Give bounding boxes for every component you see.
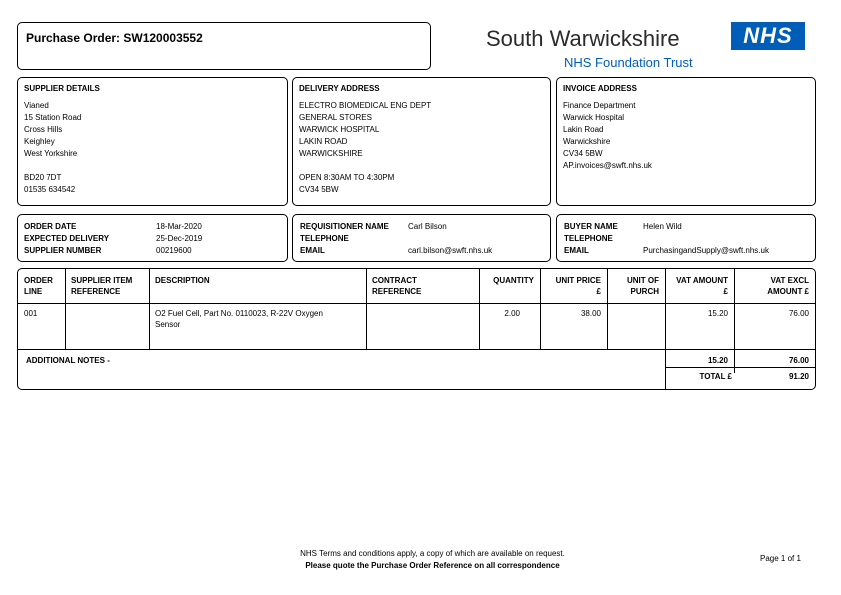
invoice-email-link[interactable]: AP.invoices@swft.nhs.uk	[563, 161, 652, 170]
order-info-box	[17, 214, 288, 262]
terms-notice: NHS Terms and conditions apply, a copy of which are available on request.	[300, 549, 565, 558]
additional-notes-label: ADDITIONAL NOTES -	[26, 356, 110, 365]
vat-excl-total: 76.00	[788, 356, 809, 365]
page-number: Page 1 of 1	[760, 554, 801, 563]
supplier-details-box	[17, 77, 288, 206]
address-line: WARWICKSHIRE	[299, 149, 363, 158]
address-line: CV34 5BW	[563, 149, 603, 158]
vat-total: 15.20	[707, 356, 728, 365]
organisation-name: South Warwickshire	[486, 26, 680, 51]
buyer-box	[556, 214, 816, 262]
requisitioner-name-value: Carl Bilson	[408, 222, 447, 231]
address-line: GENERAL STORES	[299, 113, 372, 122]
invoice-address	[563, 100, 652, 172]
column-divider	[366, 269, 367, 349]
invoice-address-heading: INVOICE ADDRESS	[563, 84, 637, 93]
buyer-name-value: Helen Wild	[643, 222, 682, 231]
requisitioner-email-label: EMAIL	[300, 246, 325, 255]
address-line: Lakin Road	[563, 125, 604, 134]
header-quantity: QUANTITY	[493, 276, 534, 285]
address-line: Vianed	[24, 101, 49, 110]
address-line: West Yorkshire	[24, 149, 78, 158]
buyer-email-link[interactable]: PurchasingandSupply@swft.nhs.uk	[643, 246, 769, 255]
header-vat-amount: VAT AMOUNT £	[676, 276, 728, 296]
header-description: DESCRIPTION	[155, 276, 210, 285]
address-line	[299, 160, 431, 172]
header-supplier-item-reference: SUPPLIER ITEM REFERENCE	[71, 276, 133, 296]
supplier-details-heading: SUPPLIER DETAILS	[24, 84, 100, 93]
address-line: Cross Hills	[24, 125, 63, 134]
buyer-name-label: BUYER NAME	[564, 222, 618, 231]
header-order-line: ORDER LINE	[24, 276, 53, 296]
order-lines-table	[17, 268, 816, 390]
grand-total-label: TOTAL £	[699, 372, 732, 381]
cell-order-line: 001	[24, 309, 38, 318]
purchase-order-title-box	[17, 22, 431, 70]
nhs-logo: NHS	[731, 22, 805, 50]
cell-description: O2 Fuel Cell, Part No. 0110023, R-22V Oxygen Sensor	[155, 309, 323, 329]
organisation-subtitle: NHS Foundation Trust	[564, 55, 693, 70]
cell-unit-price: 38.00	[580, 309, 601, 318]
cell-vat-excl-amount: 76.00	[788, 309, 809, 318]
requisitioner-email-link[interactable]: carl.bilson@swft.nhs.uk	[408, 246, 493, 255]
supplier-address	[24, 100, 81, 196]
row-divider	[18, 349, 815, 350]
delivery-address-heading: DELIVERY ADDRESS	[299, 84, 380, 93]
address-line: Warwick Hospital	[563, 113, 625, 122]
address-line: OPEN 8:30AM TO 4:30PM	[299, 173, 395, 182]
address-line: Finance Department	[563, 101, 636, 110]
expected-delivery-label: EXPECTED DELIVERY	[24, 234, 110, 243]
page-title: Purchase Order: SW120003552	[26, 31, 203, 45]
address-line: WARWICK HOSPITAL	[299, 125, 380, 134]
supplier-number-label: SUPPLIER NUMBER	[24, 246, 102, 255]
address-line: Keighley	[24, 137, 55, 146]
header-unit-of-purch: UNIT OF PURCH	[627, 276, 659, 296]
grand-total-value: 91.20	[788, 372, 809, 381]
address-line: 01535 634542	[24, 185, 76, 194]
header-vat-excl-amount: VAT EXCL AMOUNT £	[767, 276, 809, 296]
address-line: CV34 5BW	[299, 185, 339, 194]
cell-vat-amount: 15.20	[707, 309, 728, 318]
delivery-address	[299, 100, 431, 196]
row-divider	[665, 367, 815, 368]
requisitioner-name-label: REQUISITIONER NAME	[300, 222, 389, 231]
order-date-label: ORDER DATE	[24, 222, 77, 231]
address-line: ELECTRO BIOMEDICAL ENG DEPT	[299, 101, 432, 110]
cell-quantity: 2.00	[504, 309, 520, 318]
requisitioner-box	[292, 214, 551, 262]
order-date-value: 18-Mar-2020	[156, 222, 202, 231]
header-unit-price: UNIT PRICE £	[555, 276, 601, 296]
invoice-address-box	[556, 77, 816, 206]
header-contract-reference: CONTRACT REFERENCE	[372, 276, 422, 296]
address-line: Warwickshire	[563, 137, 611, 146]
buyer-telephone-label: TELEPHONE	[564, 234, 613, 243]
delivery-address-box	[292, 77, 551, 206]
supplier-number-value: 00219600	[156, 246, 192, 255]
buyer-email-label: EMAIL	[564, 246, 589, 255]
address-line: LAKIN ROAD	[299, 137, 348, 146]
column-divider	[65, 269, 66, 349]
expected-delivery-value: 25-Dec-2019	[156, 234, 203, 243]
address-line: BD20 7DT	[24, 173, 62, 182]
address-line	[24, 160, 81, 172]
requisitioner-telephone-label: TELEPHONE	[300, 234, 349, 243]
address-line: 15 Station Road	[24, 113, 82, 122]
row-divider	[18, 303, 815, 304]
reference-notice: Please quote the Purchase Order Reference on all correspondence	[305, 561, 560, 570]
column-divider	[149, 269, 150, 349]
